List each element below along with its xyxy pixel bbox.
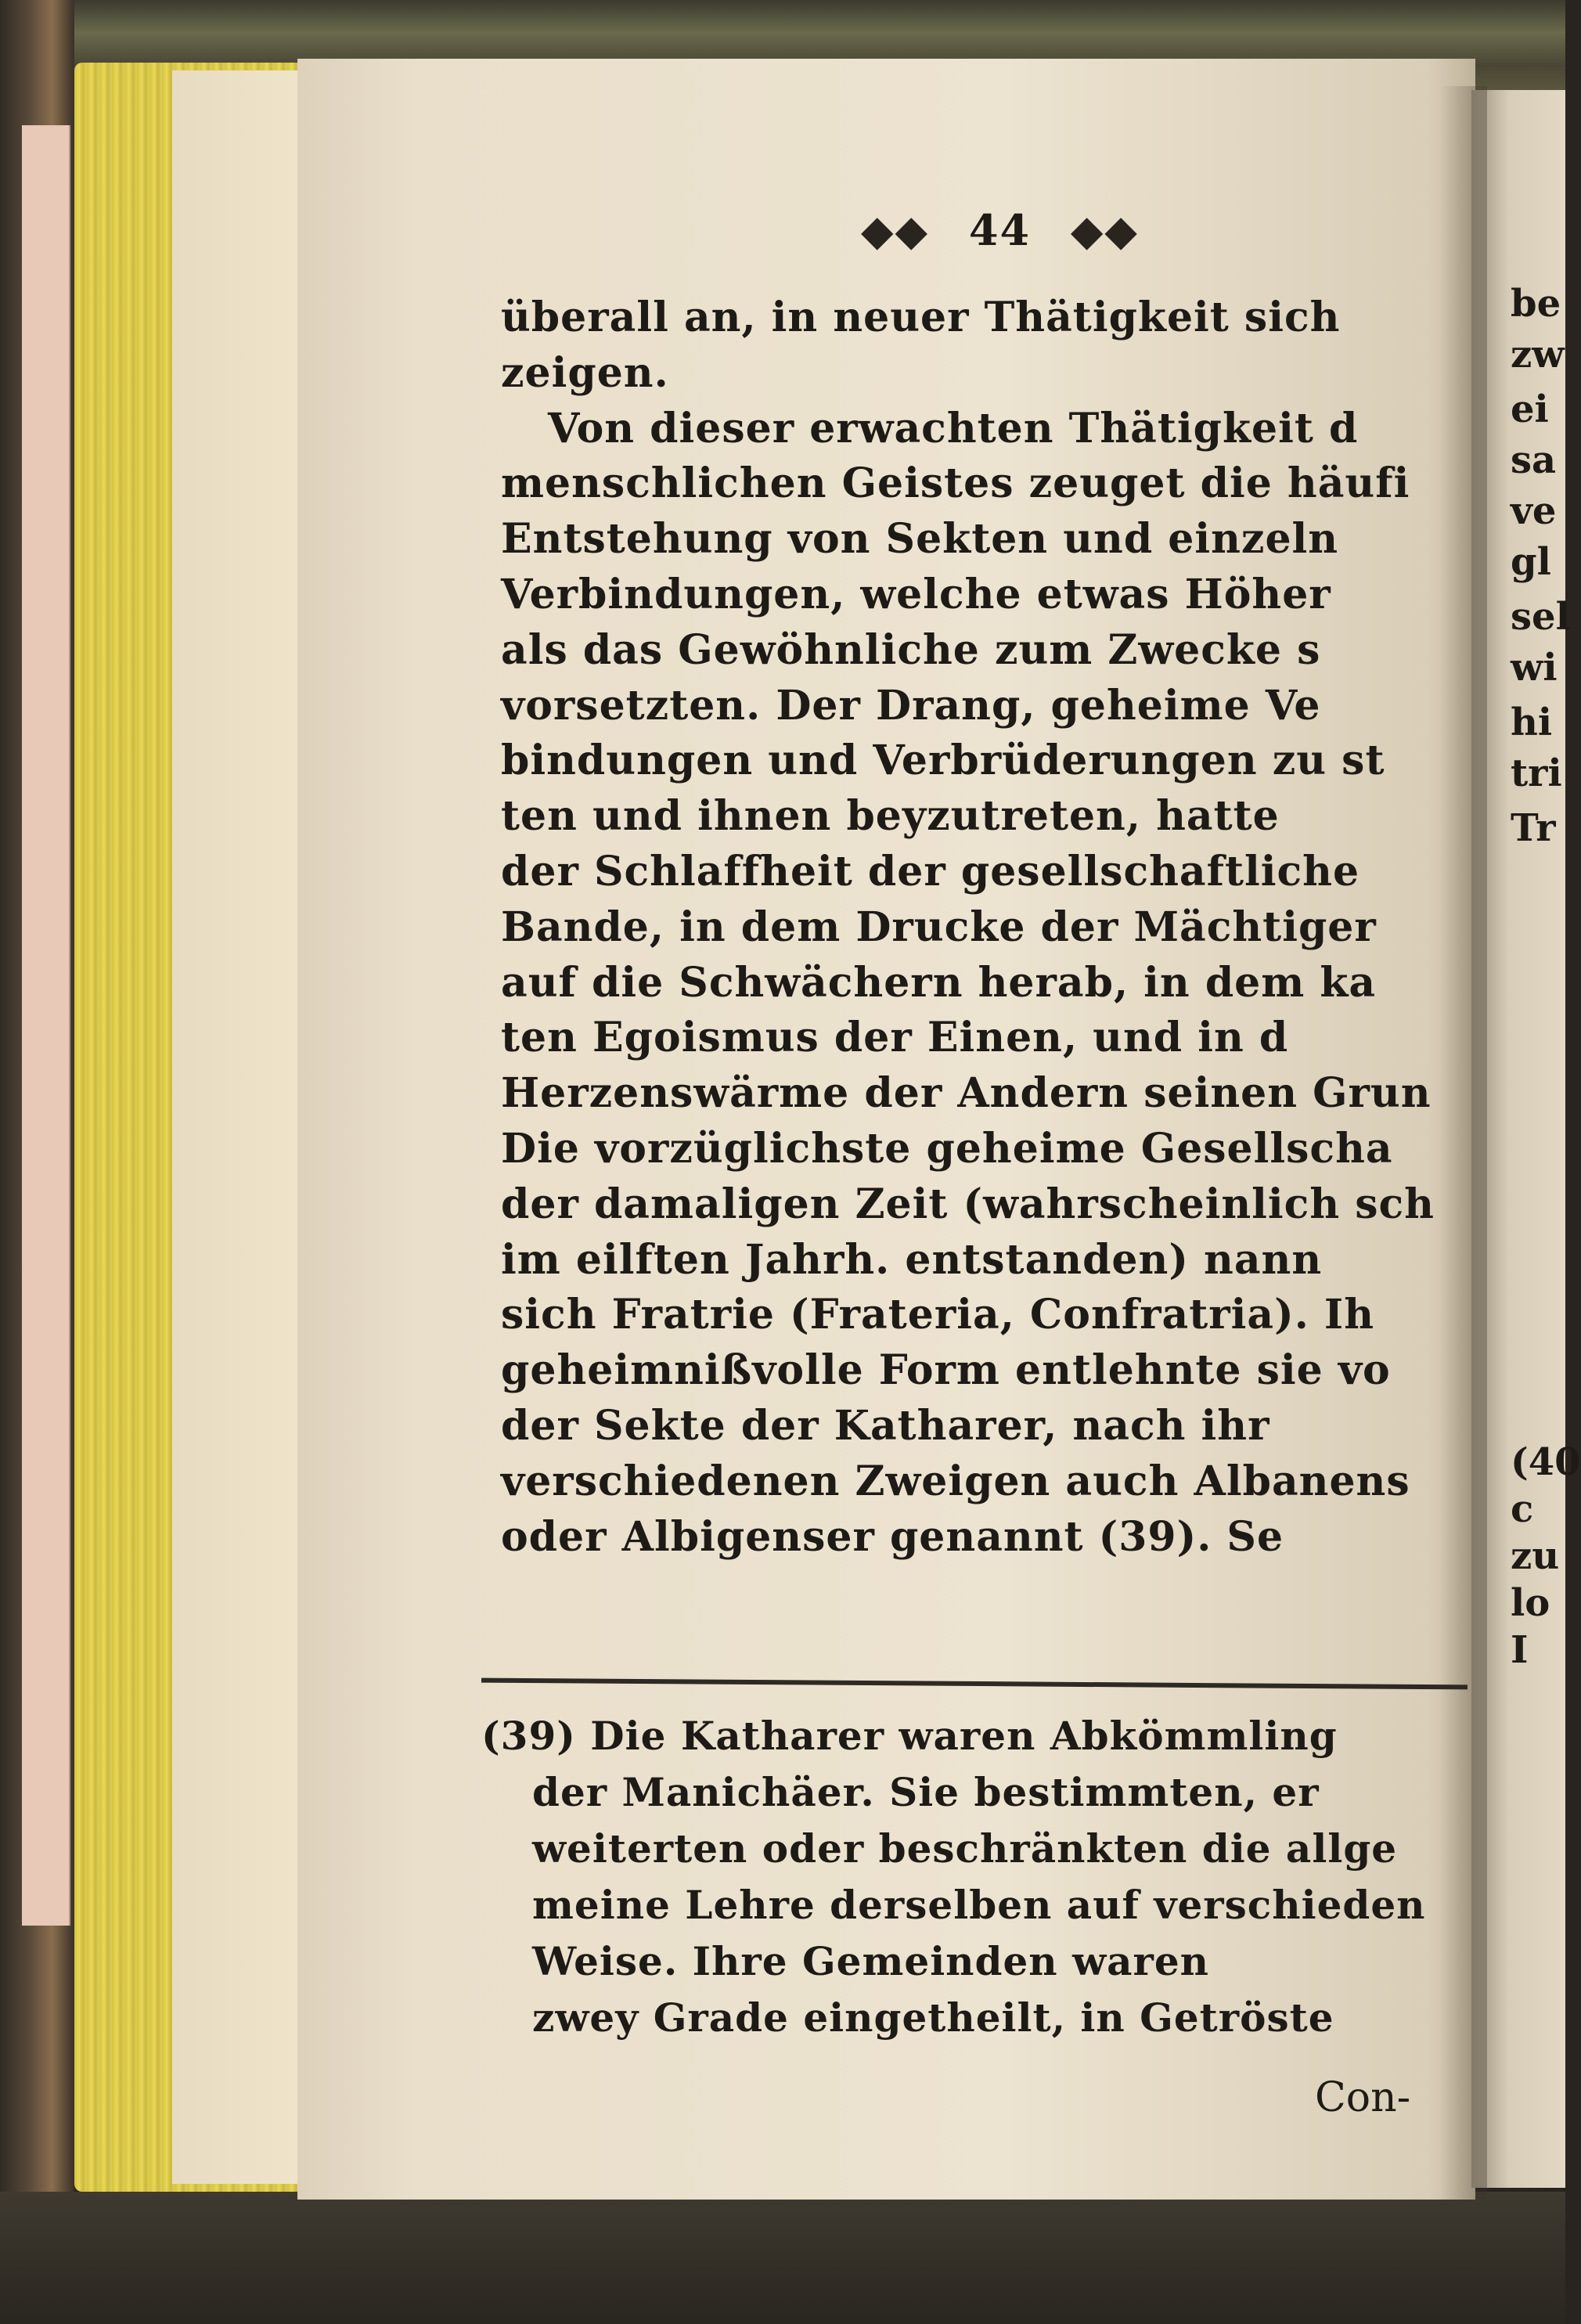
footnote-line: (39) Die Katharer waren Abkömmling	[481, 1713, 1338, 1759]
body-line: der Schlaffheit der gesellschaftliche	[501, 848, 1360, 895]
body-line: der Sekte der Katharer, nach ihr	[501, 1402, 1270, 1450]
facing-page-fragment: tri	[1511, 751, 1562, 795]
facing-page-fragment: c	[1511, 1487, 1534, 1531]
facing-page-fragment: gl	[1511, 540, 1551, 584]
body-line: Bande, in dem Drucke der Mächtiger	[501, 903, 1377, 951]
facing-page-fragment: be	[1511, 282, 1561, 326]
facing-page-fragment: ve	[1511, 489, 1557, 533]
footnote-line: Weise. Ihre Gemeinden waren	[532, 1938, 1210, 1984]
body-line: sich Fratrie (Frateria, Confratria). Ih	[501, 1291, 1375, 1339]
facing-page-fragment: I	[1511, 1628, 1529, 1672]
facing-page-fragment: ei	[1511, 387, 1549, 431]
footnote-line: meine Lehre derselben auf verschieden	[532, 1882, 1426, 1928]
header-ornament-right: ◆◆	[1070, 205, 1139, 255]
body-line: geheimnißvolle Form entlehnte sie vo	[501, 1346, 1391, 1395]
facing-page-fragment: zw	[1511, 333, 1565, 377]
facing-page-fragment: sa	[1511, 438, 1557, 482]
page-number: 44	[968, 205, 1032, 255]
body-line: auf die Schwächern herab, in dem ka	[501, 958, 1377, 1007]
page-header	[861, 205, 1139, 255]
body-line: als das Gewöhnliche zum Zwecke s	[501, 625, 1321, 674]
body-line: Entstehung von Sekten und einzeln	[501, 515, 1339, 564]
body-line: ten Egoismus der Einen, und in d	[501, 1014, 1289, 1062]
book-cover-bottom	[0, 2192, 1565, 2324]
body-line: verschiedenen Zweigen auch Albanens	[501, 1457, 1410, 1505]
body-line: Herzenswärme der Andern seinen Grun	[501, 1069, 1432, 1118]
catchword: Con-	[1315, 2074, 1411, 2121]
header-ornament-left: ◆◆	[861, 205, 930, 255]
body-line: bindungen und Verbrüderungen zu st	[501, 737, 1385, 785]
body-line: im eilften Jahrh. entstanden) nann	[501, 1235, 1323, 1284]
endpaper-edge	[22, 125, 70, 1926]
facing-page-fragment: hi	[1511, 701, 1553, 744]
body-line: der damaligen Zeit (wahrscheinlich sch	[501, 1180, 1435, 1228]
body-line: oder Albigenser genannt (39). Se	[501, 1512, 1284, 1561]
footnote-line: weiterten oder beschränkten die allge	[532, 1825, 1398, 1872]
body-line: Verbindungen, welche etwas Höher	[501, 571, 1331, 618]
facing-page-fragment: sel	[1511, 595, 1570, 639]
facing-page-fragment: Tr	[1511, 806, 1556, 850]
footnote-line: zwey Grade eingetheilt, in Getröste	[532, 1994, 1334, 2041]
page-fore-edge	[172, 70, 297, 2184]
body-line: Die vorzüglichste geheime Gesellscha	[501, 1125, 1393, 1173]
footnote-line: der Manichäer. Sie bestimmten, er	[532, 1769, 1320, 1815]
body-line: menschlichen Geistes zeuget die häufi	[501, 459, 1410, 508]
facing-page-fragment: zu	[1511, 1534, 1560, 1578]
body-line: zeigen.	[501, 348, 669, 397]
body-line: ten und ihnen beyzutreten, hatte	[501, 792, 1280, 841]
body-line: überall an, in neuer Thätigkeit sich	[501, 294, 1341, 341]
facing-page-fragment: (40	[1511, 1440, 1581, 1484]
facing-page-fragment: lo	[1511, 1581, 1550, 1625]
facing-page-fragment: wi	[1511, 646, 1558, 690]
body-line: vorsetzten. Der Drang, geheime Ve	[501, 681, 1321, 730]
body-line: Von dieser erwachten Thätigkeit d	[548, 404, 1359, 452]
